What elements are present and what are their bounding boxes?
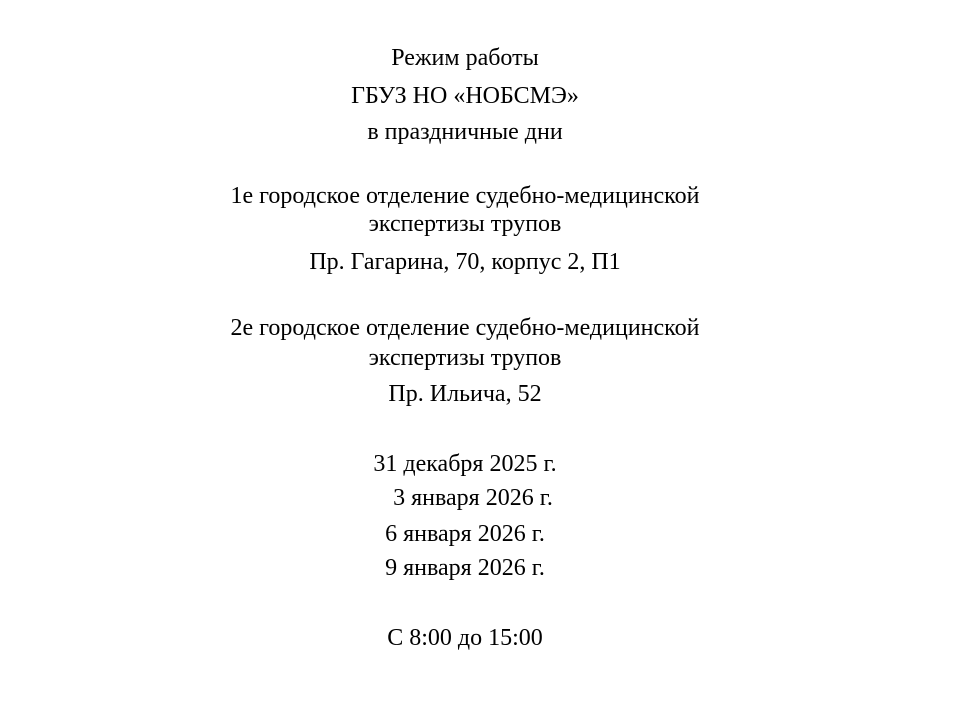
department-1-name-line-2: экспертизы трупов [368, 211, 562, 237]
date-3: 6 января 2026 г. [385, 521, 545, 547]
title-line-2: ГБУЗ НО «НОБСМЭ» [351, 83, 579, 109]
title-line-1: Режим работы [391, 45, 539, 71]
date-2: 3 января 2026 г. [393, 485, 553, 511]
title-line-3: в праздничные дни [367, 119, 563, 145]
department-2-name-line-2: экспертизы трупов [368, 345, 562, 371]
date-4: 9 января 2026 г. [385, 555, 545, 581]
date-1: 31 декабря 2025 г. [373, 451, 557, 477]
department-2-name-line-1: 2е городское отделение судебно-медицинской [230, 315, 700, 341]
working-hours: С 8:00 до 15:00 [387, 625, 543, 651]
department-1-address: Пр. Гагарина, 70, корпус 2, П1 [309, 249, 621, 275]
department-2-address: Пр. Ильича, 52 [388, 381, 542, 407]
department-1-name-line-1: 1е городское отделение судебно-медицинской [230, 183, 700, 209]
